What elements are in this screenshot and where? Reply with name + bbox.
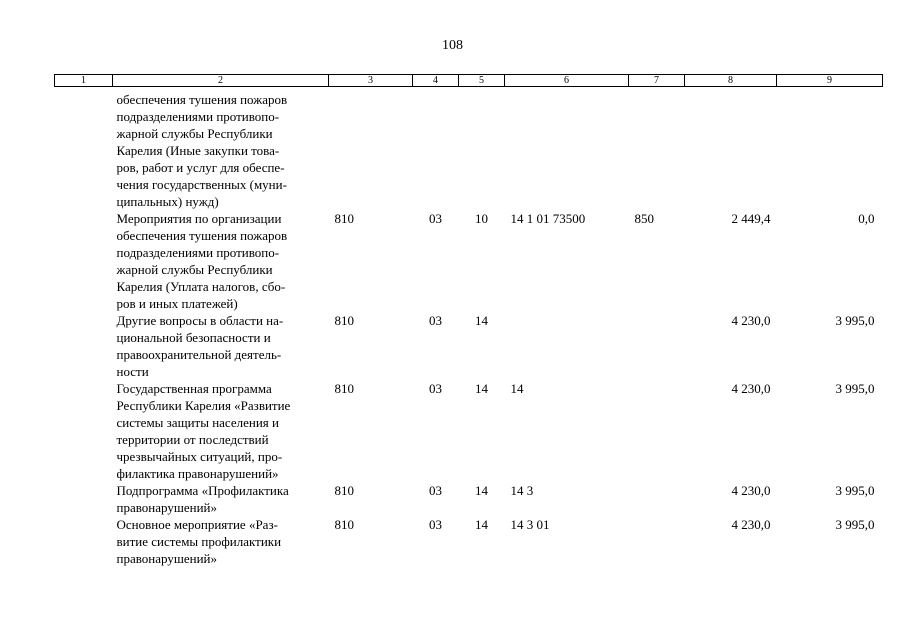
page-number: 108 (442, 38, 463, 53)
cell-col-1 (55, 516, 113, 567)
table-row (55, 482, 883, 516)
header-col-5: 5 (459, 75, 505, 87)
table-row (55, 380, 883, 482)
cell-col-1 (55, 210, 113, 312)
ministry-code (329, 87, 413, 211)
target-article-code (505, 87, 629, 211)
target-article-code: 14 1 01 73500 (510, 211, 586, 226)
budget-table (54, 74, 883, 567)
expense-type-code: 850 (634, 211, 654, 226)
item-name: Основное мероприятие «Раз- витие системы профилактики правонарушений» (116, 517, 282, 566)
item-name: Другие вопросы в области на- циональной безопасности и правоохранительной деятель- ности (116, 313, 284, 379)
ministry-code: 810 (334, 483, 354, 498)
amount-col-9: 3 995,0 (835, 313, 875, 328)
expense-type-code (629, 87, 685, 211)
target-article-code: 14 3 (510, 483, 534, 498)
target-article-code: 14 (510, 381, 524, 396)
table-row (55, 210, 883, 312)
amount-col-8: 4 230,0 (731, 483, 771, 498)
amount-col-8 (685, 87, 777, 211)
item-name: Государственная программа Республики Карелия «Развитие системы защиты населения и территории от последствий чрезвычайных ситуаций, про- филактика правонарушений» (116, 381, 291, 481)
subsection-code (459, 87, 505, 211)
amount-col-8: 4 230,0 (731, 313, 771, 328)
ministry-code: 810 (334, 517, 354, 532)
amount-col-9: 3 995,0 (835, 381, 875, 396)
subsection-code: 10 (475, 211, 488, 226)
cell-col-1 (55, 87, 113, 211)
header-col-8: 8 (685, 75, 777, 87)
amount-col-9: 0,0 (858, 211, 875, 226)
subsection-code: 14 (475, 517, 488, 532)
target-article-code: 14 3 01 (510, 517, 550, 532)
item-name: Мероприятия по организации обеспечения тушения пожаров подразделениями противопо- жарной службы Республики Карелия (Уплата налогов, сбо- ров и иных платежей) (116, 211, 288, 311)
amount-col-8: 4 230,0 (731, 381, 771, 396)
section-code: 03 (429, 483, 442, 498)
amount-col-9: 3 995,0 (835, 483, 875, 498)
header-col-3: 3 (329, 75, 413, 87)
expense-type-code (629, 516, 685, 567)
section-code: 03 (429, 381, 442, 396)
header-col-9: 9 (777, 75, 883, 87)
table-row (55, 87, 883, 211)
target-article-code (505, 312, 629, 380)
cell-col-1 (55, 312, 113, 380)
section-code: 03 (429, 313, 442, 328)
section-code: 03 (429, 517, 442, 532)
amount-col-8: 2 449,4 (731, 211, 771, 226)
subsection-code: 14 (475, 313, 488, 328)
column-number-header (55, 75, 883, 87)
amount-col-9 (777, 87, 883, 211)
header-col-1: 1 (55, 75, 113, 87)
header-col-2: 2 (113, 75, 329, 87)
cell-col-1 (55, 482, 113, 516)
amount-col-8: 4 230,0 (731, 517, 771, 532)
header-col-7: 7 (629, 75, 685, 87)
subsection-code: 14 (475, 483, 488, 498)
cell-col-1 (55, 380, 113, 482)
expense-type-code (629, 380, 685, 482)
expense-type-code (629, 312, 685, 380)
item-name: Подпрограмма «Профилактика правонарушений» (116, 483, 289, 515)
header-col-6: 6 (505, 75, 629, 87)
header-col-4: 4 (413, 75, 459, 87)
ministry-code: 810 (334, 381, 354, 396)
ministry-code: 810 (334, 211, 354, 226)
table-row (55, 516, 883, 567)
section-code: 03 (429, 211, 442, 226)
subsection-code: 14 (475, 381, 488, 396)
section-code (413, 87, 459, 211)
amount-col-9: 3 995,0 (835, 517, 875, 532)
table-row (55, 312, 883, 380)
ministry-code: 810 (334, 313, 354, 328)
expense-type-code (629, 482, 685, 516)
item-name: обеспечения тушения пожаров подразделениями противопо- жарной службы Республики Карелия (Иные закупки това- ров, работ и услуг для обеспе- чения государственных (муни- ципальных) нужд) (116, 92, 288, 209)
